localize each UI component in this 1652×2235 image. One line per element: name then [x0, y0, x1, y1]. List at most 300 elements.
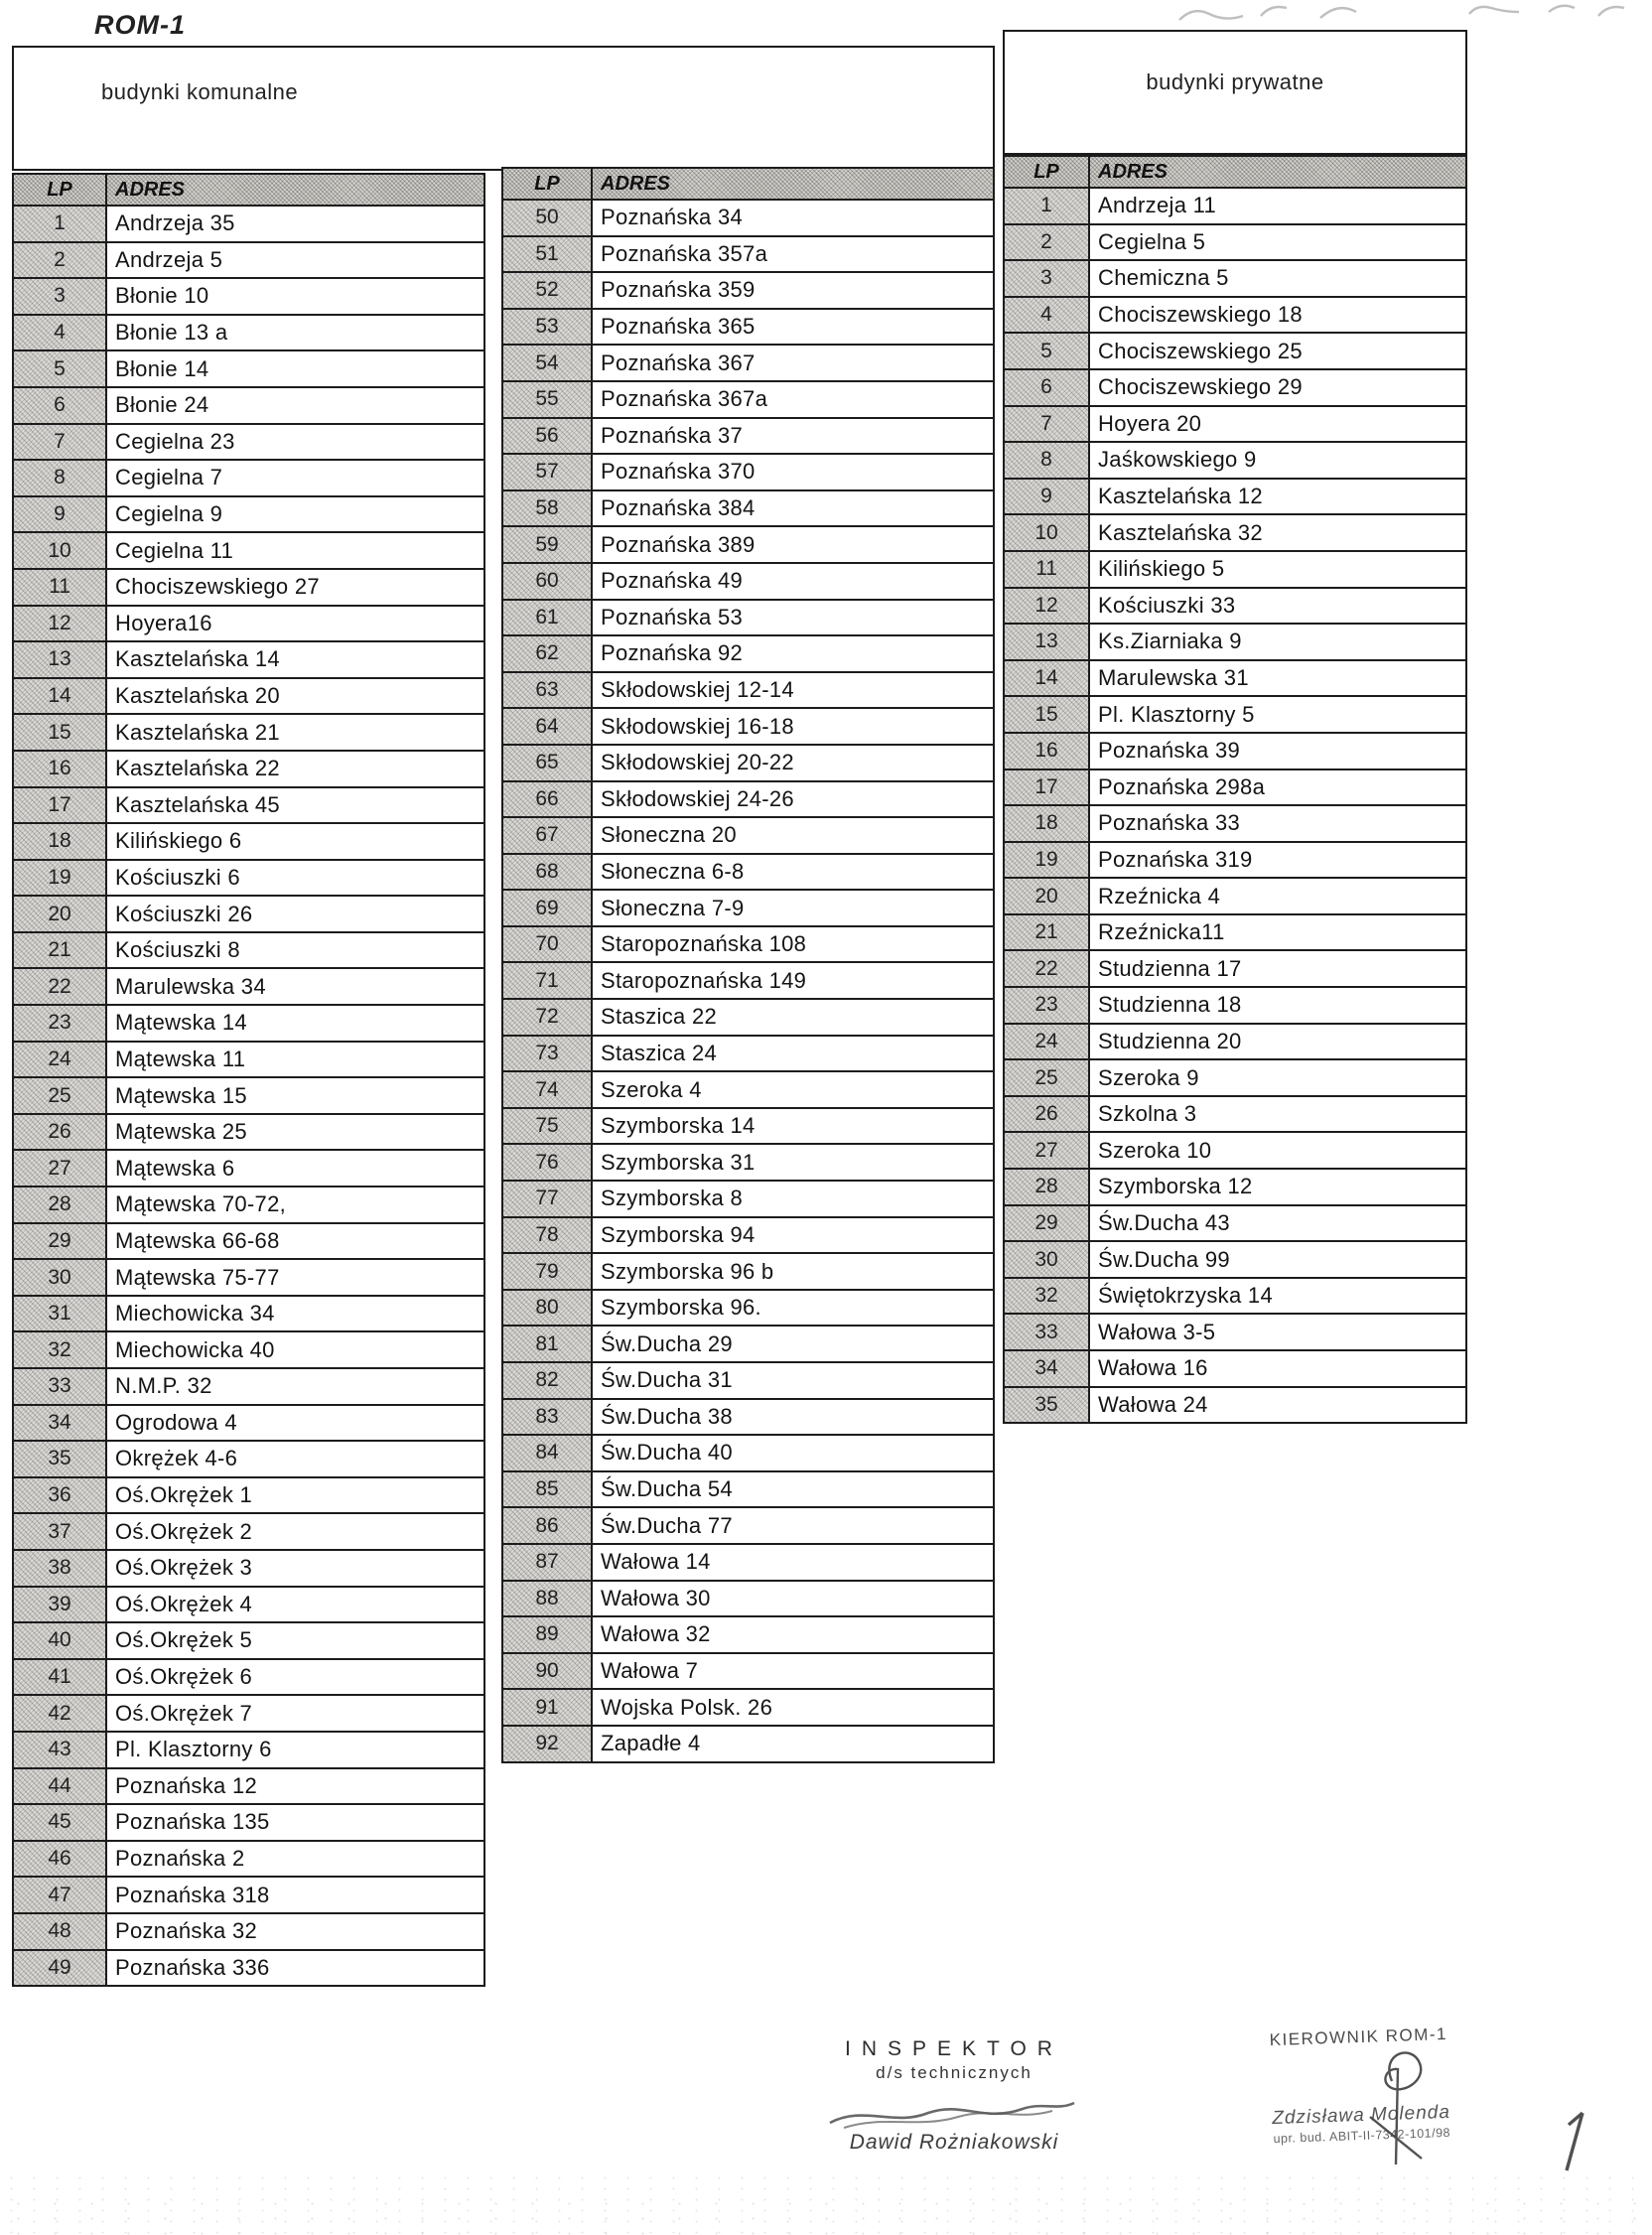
row-number-cell: 20 [13, 896, 106, 932]
table-row [1004, 660, 1466, 697]
address-cell: Hoyera16 [106, 606, 484, 642]
address-cell: Błonie 10 [106, 278, 484, 315]
address-cell: Staropoznańska 108 [592, 926, 994, 963]
table-row [502, 962, 994, 999]
column-header-lp: LP [1004, 156, 1089, 188]
address-cell: Poznańska 135 [106, 1804, 484, 1841]
table-row [502, 1471, 994, 1508]
row-number-cell: 87 [502, 1544, 592, 1581]
table-row [13, 896, 484, 932]
address-cell: Oś.Okrężek 3 [106, 1550, 484, 1587]
table-row [1004, 950, 1466, 987]
row-number-cell: 23 [1004, 987, 1089, 1024]
address-cell: Hoyera 20 [1089, 406, 1466, 443]
address-cell: Oś.Okrężek 7 [106, 1695, 484, 1732]
row-number-cell: 80 [502, 1290, 592, 1327]
address-cell: Kościuszki 26 [106, 896, 484, 932]
address-cell: Św.Ducha 31 [592, 1362, 994, 1399]
row-number-cell: 11 [1004, 551, 1089, 588]
address-cell: Skłodowskiej 24-26 [592, 781, 994, 818]
address-cell: Chociszewskiego 27 [106, 569, 484, 606]
table-row [502, 490, 994, 527]
address-cell: Poznańska 357a [592, 236, 994, 273]
address-cell: Chociszewskiego 25 [1089, 333, 1466, 369]
address-cell: Świętokrzyska 14 [1089, 1278, 1466, 1315]
row-number-cell: 74 [502, 1071, 592, 1108]
row-number-cell: 44 [13, 1768, 106, 1805]
table-row [13, 1223, 484, 1260]
address-cell: Mątewska 15 [106, 1077, 484, 1114]
page-title: ROM-1 [94, 10, 186, 40]
table-body-komunalne-1 [13, 206, 484, 1986]
address-cell: Słoneczna 7-9 [592, 890, 994, 926]
table-row [13, 1513, 484, 1550]
table-row [1004, 224, 1466, 261]
manager-signature-loop [1350, 2047, 1440, 2186]
row-number-cell: 32 [13, 1331, 106, 1368]
inspector-name: Dawid Rożniakowski [849, 2131, 1059, 2154]
address-cell: Miechowicka 34 [106, 1296, 484, 1332]
table-row [1004, 442, 1466, 479]
address-cell: Kościuszki 8 [106, 932, 484, 969]
row-number-cell: 48 [13, 1913, 106, 1950]
address-cell: Szymborska 96. [592, 1290, 994, 1327]
row-number-cell: 8 [1004, 442, 1089, 479]
row-number-cell: 59 [502, 526, 592, 563]
table-row [502, 309, 994, 346]
table-row [13, 460, 484, 496]
row-number-cell: 32 [1004, 1278, 1089, 1315]
address-cell: Kasztelańska 20 [106, 678, 484, 715]
row-number-cell: 29 [13, 1223, 106, 1260]
address-cell: Poznańska 370 [592, 454, 994, 490]
address-cell: Chociszewskiego 29 [1089, 369, 1466, 406]
table-row [502, 999, 994, 1036]
address-cell: Kasztelańska 14 [106, 641, 484, 678]
table-body-prywatne [1004, 188, 1466, 1423]
address-cell: Szymborska 14 [592, 1108, 994, 1145]
row-number-cell: 85 [502, 1471, 592, 1508]
table-row [13, 206, 484, 242]
table-row [13, 1587, 484, 1623]
row-number-cell: 9 [13, 496, 106, 533]
table-row [502, 1507, 994, 1544]
row-number-cell: 18 [13, 823, 106, 860]
address-cell: Ks.Ziarniaka 9 [1089, 624, 1466, 660]
row-number-cell: 1 [13, 206, 106, 242]
table-row [13, 606, 484, 642]
row-number-cell: 65 [502, 745, 592, 781]
manager-name: Zdzisława Molenda [1271, 2101, 1451, 2130]
row-number-cell: 26 [1004, 1096, 1089, 1133]
table-row [13, 1150, 484, 1187]
table-row [502, 672, 994, 709]
table-row [13, 1296, 484, 1332]
table-row [502, 1581, 994, 1617]
row-number-cell: 70 [502, 926, 592, 963]
address-cell: Św.Ducha 43 [1089, 1205, 1466, 1242]
row-number-cell: 17 [1004, 769, 1089, 806]
row-number-cell: 34 [13, 1405, 106, 1442]
table-row [502, 200, 994, 236]
address-cell: Mątewska 70-72, [106, 1187, 484, 1223]
table-row [1004, 624, 1466, 660]
row-number-cell: 56 [502, 418, 592, 455]
row-number-cell: 35 [13, 1441, 106, 1477]
table-row [1004, 514, 1466, 551]
address-cell: Oś.Okrężek 2 [106, 1513, 484, 1550]
row-number-cell: 57 [502, 454, 592, 490]
table-row [1004, 1205, 1466, 1242]
row-number-cell: 60 [502, 563, 592, 600]
address-cell: Szkolna 3 [1089, 1096, 1466, 1133]
table-row [13, 1550, 484, 1587]
address-cell: Poznańska 2 [106, 1841, 484, 1878]
table-row [1004, 1241, 1466, 1278]
table-komunalne-part1 [12, 173, 485, 1987]
row-number-cell: 5 [1004, 333, 1089, 369]
address-cell: Chociszewskiego 18 [1089, 297, 1466, 334]
table-row [13, 714, 484, 751]
table-row [1004, 297, 1466, 334]
table-row [13, 350, 484, 387]
table-row [13, 1405, 484, 1442]
address-cell: Mątewska 14 [106, 1005, 484, 1042]
row-number-cell: 92 [502, 1726, 592, 1762]
table-row [502, 236, 994, 273]
address-cell: Cegielna 7 [106, 460, 484, 496]
table-row [13, 1331, 484, 1368]
row-number-cell: 68 [502, 854, 592, 891]
address-cell: Okrężek 4-6 [106, 1441, 484, 1477]
row-number-cell: 29 [1004, 1205, 1089, 1242]
table-row [1004, 805, 1466, 842]
address-cell: Poznańska 53 [592, 600, 994, 636]
section-label-komunalne: budynki komunalne [101, 79, 299, 104]
address-cell: Szymborska 31 [592, 1144, 994, 1181]
section-header-prywatne [1003, 30, 1467, 155]
table-row [1004, 1278, 1466, 1315]
row-number-cell: 88 [502, 1581, 592, 1617]
table-row [502, 1290, 994, 1327]
row-number-cell: 75 [502, 1108, 592, 1145]
inspector-title: INSPEKTOR [845, 2037, 1063, 2060]
address-cell: Szeroka 9 [1089, 1059, 1466, 1096]
table-row [13, 1042, 484, 1078]
address-cell: Cegielna 11 [106, 532, 484, 569]
table-row [502, 635, 994, 672]
table-row [502, 1362, 994, 1399]
table-row [502, 1181, 994, 1217]
table-row [502, 1036, 994, 1072]
table-row [1004, 188, 1466, 224]
table-row [502, 1726, 994, 1762]
row-number-cell: 52 [502, 272, 592, 309]
row-number-cell: 25 [13, 1077, 106, 1114]
table-row [13, 242, 484, 279]
row-number-cell: 34 [1004, 1350, 1089, 1387]
row-number-cell: 12 [13, 606, 106, 642]
address-cell: Kilińskiego 5 [1089, 551, 1466, 588]
manager-title: KIEROWNIK ROM-1 [1269, 2024, 1448, 2050]
table-row [1004, 842, 1466, 879]
row-number-cell: 72 [502, 999, 592, 1036]
address-cell: Zapadłe 4 [592, 1726, 994, 1762]
address-cell: Słoneczna 6-8 [592, 854, 994, 891]
table-komunalne-part2 [501, 167, 995, 1763]
address-cell: Rzeźnicka11 [1089, 914, 1466, 951]
row-number-cell: 71 [502, 962, 592, 999]
row-number-cell: 2 [1004, 224, 1089, 261]
column-header-adres: ADRES [106, 174, 484, 206]
row-number-cell: 28 [1004, 1169, 1089, 1205]
row-number-cell: 77 [502, 1181, 592, 1217]
row-number-cell: 21 [13, 932, 106, 969]
row-number-cell: 13 [1004, 624, 1089, 660]
table-row [1004, 333, 1466, 369]
address-cell: Poznańska 33 [1089, 805, 1466, 842]
address-cell: Studzienna 17 [1089, 950, 1466, 987]
table-row [502, 600, 994, 636]
address-cell: Poznańska 365 [592, 309, 994, 346]
table-row [13, 1768, 484, 1805]
inspector-signature-block [820, 2037, 1088, 2083]
address-cell: Skłodowskiej 16-18 [592, 708, 994, 745]
row-number-cell: 36 [13, 1477, 106, 1514]
row-number-cell: 62 [502, 635, 592, 672]
table-row [13, 532, 484, 569]
address-cell: Andrzeja 11 [1089, 188, 1466, 224]
table-row [502, 1326, 994, 1362]
row-number-cell: 1 [1004, 188, 1089, 224]
row-number-cell: 47 [13, 1877, 106, 1913]
address-cell: Błonie 14 [106, 350, 484, 387]
table-row [502, 1144, 994, 1181]
table-row [1004, 1024, 1466, 1060]
row-number-cell: 39 [13, 1587, 106, 1623]
address-cell: Kasztelańska 32 [1089, 514, 1466, 551]
address-cell: Szymborska 12 [1089, 1169, 1466, 1205]
table-row [13, 1841, 484, 1878]
scan-noise [0, 2196, 1652, 2235]
address-cell: Wałowa 32 [592, 1616, 994, 1653]
table-row [1004, 588, 1466, 625]
table-row [13, 1804, 484, 1841]
table-header-row [1004, 156, 1466, 188]
address-cell: Marulewska 31 [1089, 660, 1466, 697]
address-cell: Poznańska 39 [1089, 733, 1466, 769]
row-number-cell: 4 [1004, 297, 1089, 334]
address-cell: N.M.P. 32 [106, 1368, 484, 1405]
address-cell: Poznańska 92 [592, 635, 994, 672]
table-row [1004, 1387, 1466, 1424]
table-row [502, 1399, 994, 1436]
row-number-cell: 46 [13, 1841, 106, 1878]
address-cell: Wałowa 14 [592, 1544, 994, 1581]
address-cell: Błonie 13 a [106, 315, 484, 351]
row-number-cell: 24 [1004, 1024, 1089, 1060]
address-cell: Szymborska 8 [592, 1181, 994, 1217]
address-cell: Cegielna 5 [1089, 224, 1466, 261]
row-number-cell: 15 [13, 714, 106, 751]
table-row [13, 1259, 484, 1296]
address-cell: Św.Ducha 99 [1089, 1241, 1466, 1278]
address-cell: Andrzeja 35 [106, 206, 484, 242]
address-cell: Cegielna 9 [106, 496, 484, 533]
address-cell: Św.Ducha 38 [592, 1399, 994, 1436]
row-number-cell: 42 [13, 1695, 106, 1732]
row-number-cell: 33 [13, 1368, 106, 1405]
row-number-cell: 3 [1004, 260, 1089, 297]
row-number-cell: 69 [502, 890, 592, 926]
row-number-cell: 54 [502, 345, 592, 381]
table-row [502, 1689, 994, 1726]
address-cell: Św.Ducha 29 [592, 1326, 994, 1362]
address-cell: Wałowa 3-5 [1089, 1314, 1466, 1350]
column-header-lp: LP [502, 168, 592, 200]
row-number-cell: 6 [13, 387, 106, 424]
address-cell: Studzienna 20 [1089, 1024, 1466, 1060]
table-row [13, 787, 484, 824]
table-row [13, 932, 484, 969]
address-cell: Staszica 22 [592, 999, 994, 1036]
address-cell: Mątewska 6 [106, 1150, 484, 1187]
table-row [502, 1071, 994, 1108]
section-header-komunalne [12, 46, 995, 171]
row-number-cell: 83 [502, 1399, 592, 1436]
row-number-cell: 86 [502, 1507, 592, 1544]
row-number-cell: 13 [13, 641, 106, 678]
address-cell: Wałowa 7 [592, 1653, 994, 1690]
row-number-cell: 64 [502, 708, 592, 745]
address-cell: Szymborska 96 b [592, 1253, 994, 1290]
table-body-komunalne-2 [502, 200, 994, 1762]
address-cell: Mątewska 25 [106, 1114, 484, 1151]
address-cell: Św.Ducha 54 [592, 1471, 994, 1508]
row-number-cell: 51 [502, 236, 592, 273]
address-cell: Wałowa 16 [1089, 1350, 1466, 1387]
row-number-cell: 58 [502, 490, 592, 527]
table-row [502, 781, 994, 818]
row-number-cell: 30 [13, 1259, 106, 1296]
row-number-cell: 19 [1004, 842, 1089, 879]
address-cell: Kasztelańska 22 [106, 751, 484, 787]
column-header-adres: ADRES [592, 168, 994, 200]
row-number-cell: 55 [502, 381, 592, 418]
table-row [1004, 1314, 1466, 1350]
row-number-cell: 5 [13, 350, 106, 387]
table-row [13, 1187, 484, 1223]
table-row [502, 1544, 994, 1581]
address-cell: Mątewska 11 [106, 1042, 484, 1078]
row-number-cell: 24 [13, 1042, 106, 1078]
row-number-cell: 15 [1004, 696, 1089, 733]
table-prywatne [1003, 155, 1467, 1424]
address-cell: Św.Ducha 40 [592, 1435, 994, 1471]
table-row [1004, 878, 1466, 914]
table-row [13, 1441, 484, 1477]
row-number-cell: 73 [502, 1036, 592, 1072]
table-row [13, 315, 484, 351]
row-number-cell: 53 [502, 309, 592, 346]
address-cell: Św.Ducha 77 [592, 1507, 994, 1544]
row-number-cell: 18 [1004, 805, 1089, 842]
table-row [13, 1913, 484, 1950]
row-number-cell: 66 [502, 781, 592, 818]
address-cell: Cegielna 23 [106, 424, 484, 461]
row-number-cell: 10 [1004, 514, 1089, 551]
row-number-cell: 28 [13, 1187, 106, 1223]
row-number-cell: 45 [13, 1804, 106, 1841]
address-cell: Poznańska 318 [106, 1877, 484, 1913]
table-row [502, 381, 994, 418]
row-number-cell: 90 [502, 1653, 592, 1690]
table-row [13, 751, 484, 787]
row-number-cell: 22 [1004, 950, 1089, 987]
row-number-cell: 17 [13, 787, 106, 824]
address-cell: Poznańska 298a [1089, 769, 1466, 806]
address-cell: Kilińskiego 6 [106, 823, 484, 860]
table-row [502, 926, 994, 963]
address-cell: Oś.Okrężek 5 [106, 1622, 484, 1659]
address-cell: Jaśkowskiego 9 [1089, 442, 1466, 479]
table-row [13, 424, 484, 461]
row-number-cell: 19 [13, 860, 106, 897]
row-number-cell: 6 [1004, 369, 1089, 406]
address-cell: Poznańska 34 [592, 200, 994, 236]
address-cell: Oś.Okrężek 6 [106, 1659, 484, 1696]
address-cell: Staszica 24 [592, 1036, 994, 1072]
row-number-cell: 61 [502, 600, 592, 636]
row-number-cell: 3 [13, 278, 106, 315]
table-row [1004, 914, 1466, 951]
row-number-cell: 91 [502, 1689, 592, 1726]
table-row [502, 890, 994, 926]
row-number-cell: 27 [13, 1150, 106, 1187]
row-number-cell: 20 [1004, 878, 1089, 914]
table-row [502, 345, 994, 381]
address-cell: Szeroka 10 [1089, 1132, 1466, 1169]
address-cell: Słoneczna 20 [592, 817, 994, 854]
table-row [1004, 1169, 1466, 1205]
row-number-cell: 31 [13, 1296, 106, 1332]
row-number-cell: 25 [1004, 1059, 1089, 1096]
table-row [13, 1005, 484, 1042]
manager-credentials: upr. bud. ABIT-II-7342-101/98 [1273, 2125, 1451, 2147]
address-cell: Wałowa 30 [592, 1581, 994, 1617]
address-cell: Oś.Okrężek 1 [106, 1477, 484, 1514]
table-row [1004, 987, 1466, 1024]
row-number-cell: 50 [502, 200, 592, 236]
table-row [1004, 369, 1466, 406]
row-number-cell: 14 [1004, 660, 1089, 697]
table-row [502, 272, 994, 309]
table-row [13, 496, 484, 533]
row-number-cell: 14 [13, 678, 106, 715]
table-row [13, 1114, 484, 1151]
row-number-cell: 30 [1004, 1241, 1089, 1278]
row-number-cell: 9 [1004, 479, 1089, 515]
table-header-row [13, 174, 484, 206]
address-cell: Poznańska 367 [592, 345, 994, 381]
table-row [502, 854, 994, 891]
address-cell: Poznańska 12 [106, 1768, 484, 1805]
table-row [502, 526, 994, 563]
table-row [13, 968, 484, 1005]
row-number-cell: 82 [502, 1362, 592, 1399]
row-number-cell: 11 [13, 569, 106, 606]
address-cell: Poznańska 359 [592, 272, 994, 309]
